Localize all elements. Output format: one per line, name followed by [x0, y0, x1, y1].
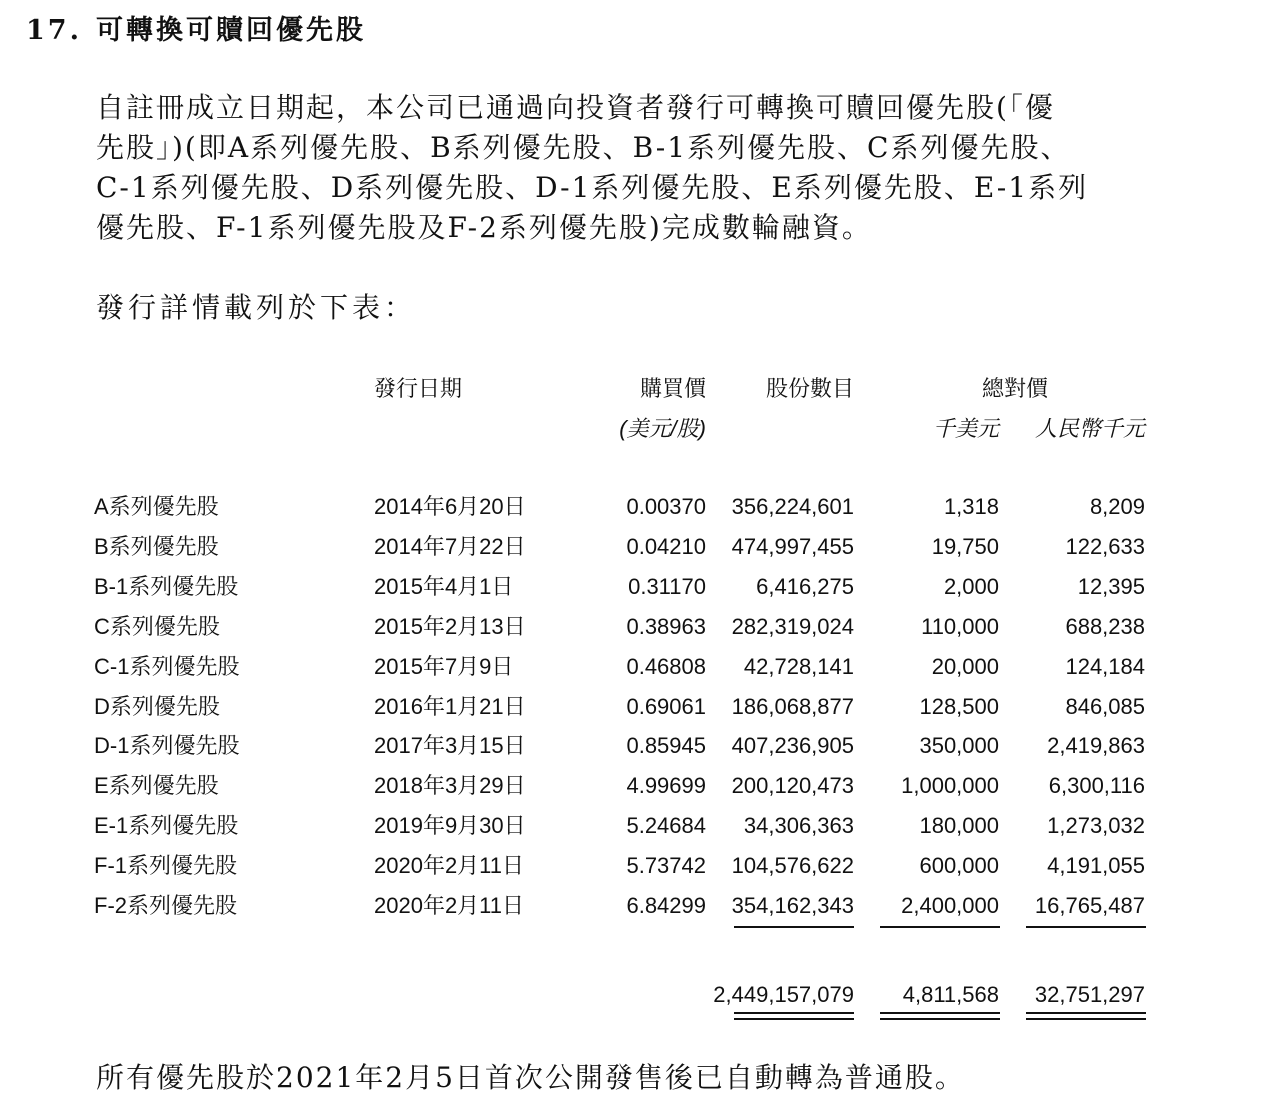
- subtotal-rule-rmb: [1026, 926, 1146, 928]
- share-count: 356,224,601: [731, 494, 854, 519]
- series-name: E系列優先股: [94, 773, 219, 798]
- series-name: E-1系列優先股: [94, 813, 239, 838]
- subtotal-rule-shares: [734, 926, 854, 928]
- consideration-rmb: 846,085: [1065, 694, 1145, 719]
- purchase-price: 0.85945: [626, 733, 706, 758]
- purchase-price: 0.31170: [628, 574, 706, 599]
- section-number: 17.: [26, 15, 82, 46]
- subtotal-rule-usd: [880, 926, 1000, 928]
- issue-date: 2019年9月30日: [374, 813, 526, 838]
- series-name: B-1系列優先股: [94, 574, 239, 599]
- total-rule-shares-2: [734, 1018, 854, 1020]
- paragraph-line: 自註冊成立日期起，本公司已通過向投資者發行可轉換可贖回優先股(「優: [96, 91, 1055, 124]
- issue-date: 2015年2月13日: [374, 614, 526, 639]
- consideration-rmb: 4,191,055: [1047, 853, 1145, 878]
- series-name: C-1系列優先股: [94, 654, 240, 679]
- issue-date: 2014年6月20日: [374, 494, 526, 519]
- total-rule-rmb-2: [1026, 1018, 1146, 1020]
- table-row: [0, 891, 1266, 931]
- total-rule-usd-2: [880, 1018, 1000, 1020]
- description-paragraph: [96, 88, 1166, 248]
- purchase-price: 6.84299: [626, 893, 706, 918]
- consideration-rmb: 12,395: [1077, 574, 1145, 599]
- consideration-rmb: 2,419,863: [1047, 733, 1145, 758]
- issue-date: 2020年2月11日: [374, 853, 525, 878]
- totals-row: [0, 980, 1266, 1020]
- issue-date: 2014年7月22日: [374, 534, 526, 559]
- total-rule-usd-1: [880, 1012, 1000, 1014]
- consideration-usd: 1,318: [943, 494, 999, 519]
- header-usd-unit: 千美元: [932, 416, 999, 441]
- consideration-usd: 20,000: [931, 654, 999, 679]
- table-row: [0, 572, 1266, 612]
- table-row: [0, 652, 1266, 692]
- header-price-unit: (美元/股): [619, 416, 706, 441]
- consideration-rmb: 8,209: [1089, 494, 1145, 519]
- header-total: 總對價: [982, 376, 1049, 401]
- issue-date: 2020年2月11日: [374, 893, 525, 918]
- share-count: 200,120,473: [731, 773, 854, 798]
- table-row: [0, 811, 1266, 851]
- series-name: F-2系列優先股: [94, 893, 238, 918]
- consideration-usd: 600,000: [919, 853, 999, 878]
- issue-date: 2015年4月1日: [374, 574, 514, 599]
- consideration-rmb: 688,238: [1065, 614, 1145, 639]
- table-row: [0, 731, 1266, 771]
- paragraph-line: C-1系列優先股、D系列優先股、D-1系列優先股、E系列優先股、E-1系列: [96, 171, 1089, 204]
- consideration-usd: 19,750: [931, 534, 999, 559]
- header-rmb-unit: 人民幣千元: [1034, 416, 1145, 441]
- total-shares: 2,449,157,079: [713, 982, 854, 1007]
- table-row: [0, 612, 1266, 652]
- share-count: 104,576,622: [731, 853, 854, 878]
- share-count: 34,306,363: [743, 813, 854, 838]
- purchase-price: 4.99699: [626, 773, 706, 798]
- total-rule-shares-1: [734, 1012, 854, 1014]
- paragraph-line: 先股」)(即A系列優先股、B系列優先股、B-1系列優先股、C系列優先股、: [96, 131, 1071, 164]
- share-count: 354,162,343: [731, 893, 854, 918]
- table-row: [0, 771, 1266, 811]
- paragraph-line: 優先股、F-1系列優先股及F-2系列優先股)完成數輪融資。: [96, 211, 872, 244]
- series-name: D系列優先股: [94, 694, 220, 719]
- header-shares: 股份數目: [765, 376, 854, 401]
- section-heading: [26, 8, 366, 47]
- header-date: 發行日期: [374, 376, 463, 401]
- table-row: [0, 492, 1266, 532]
- share-count: 407,236,905: [731, 733, 854, 758]
- purchase-price: 0.69061: [626, 694, 706, 719]
- closing-note: 所有優先股於2021年2月5日首次公開發售後已自動轉為普通股。: [96, 1061, 965, 1094]
- table-intro: 發行詳情載列於下表：: [96, 291, 417, 324]
- share-count: 186,068,877: [731, 694, 854, 719]
- purchase-price: 5.24684: [626, 813, 706, 838]
- issue-date: 2015年7月9日: [374, 654, 514, 679]
- total-usd: 4,811,568: [902, 982, 999, 1007]
- purchase-price: 0.46808: [626, 654, 706, 679]
- header-price: 購買價: [639, 376, 706, 401]
- issue-date: 2016年1月21日: [374, 694, 526, 719]
- consideration-usd: 2,000: [943, 574, 999, 599]
- table-row: [0, 532, 1266, 572]
- issue-date: 2017年3月15日: [374, 733, 526, 758]
- share-count: 6,416,275: [756, 574, 854, 599]
- table-row: [0, 851, 1266, 891]
- consideration-rmb: 6,300,116: [1048, 773, 1145, 798]
- series-name: A系列優先股: [94, 494, 219, 519]
- consideration-usd: 180,000: [919, 813, 999, 838]
- purchase-price: 0.04210: [626, 534, 706, 559]
- series-name: C系列優先股: [94, 614, 220, 639]
- issue-date: 2018年3月29日: [374, 773, 526, 798]
- consideration-rmb: 16,765,487: [1034, 893, 1145, 918]
- consideration-usd: 1,000,000: [901, 773, 999, 798]
- consideration-rmb: 122,633: [1065, 534, 1145, 559]
- purchase-price: 0.00370: [626, 494, 706, 519]
- share-count: 42,728,141: [743, 654, 854, 679]
- total-rule-rmb-1: [1026, 1012, 1146, 1014]
- consideration-usd: 2,400,000: [901, 893, 999, 918]
- total-rmb: 32,751,297: [1034, 982, 1145, 1007]
- share-count: 282,319,024: [731, 614, 854, 639]
- section-title: 可轉換可贖回優先股: [96, 15, 366, 46]
- series-name: D-1系列優先股: [94, 733, 240, 758]
- series-name: F-1系列優先股: [94, 853, 238, 878]
- consideration-rmb: 1,273,032: [1047, 813, 1145, 838]
- series-name: B系列優先股: [94, 534, 219, 559]
- consideration-rmb: 124,184: [1065, 654, 1145, 679]
- purchase-price: 0.38963: [626, 614, 706, 639]
- table-row: [0, 692, 1266, 732]
- consideration-usd: 128,500: [919, 694, 999, 719]
- share-count: 474,997,455: [731, 534, 854, 559]
- consideration-usd: 110,000: [921, 614, 999, 639]
- consideration-usd: 350,000: [919, 733, 999, 758]
- purchase-price: 5.73742: [626, 853, 706, 878]
